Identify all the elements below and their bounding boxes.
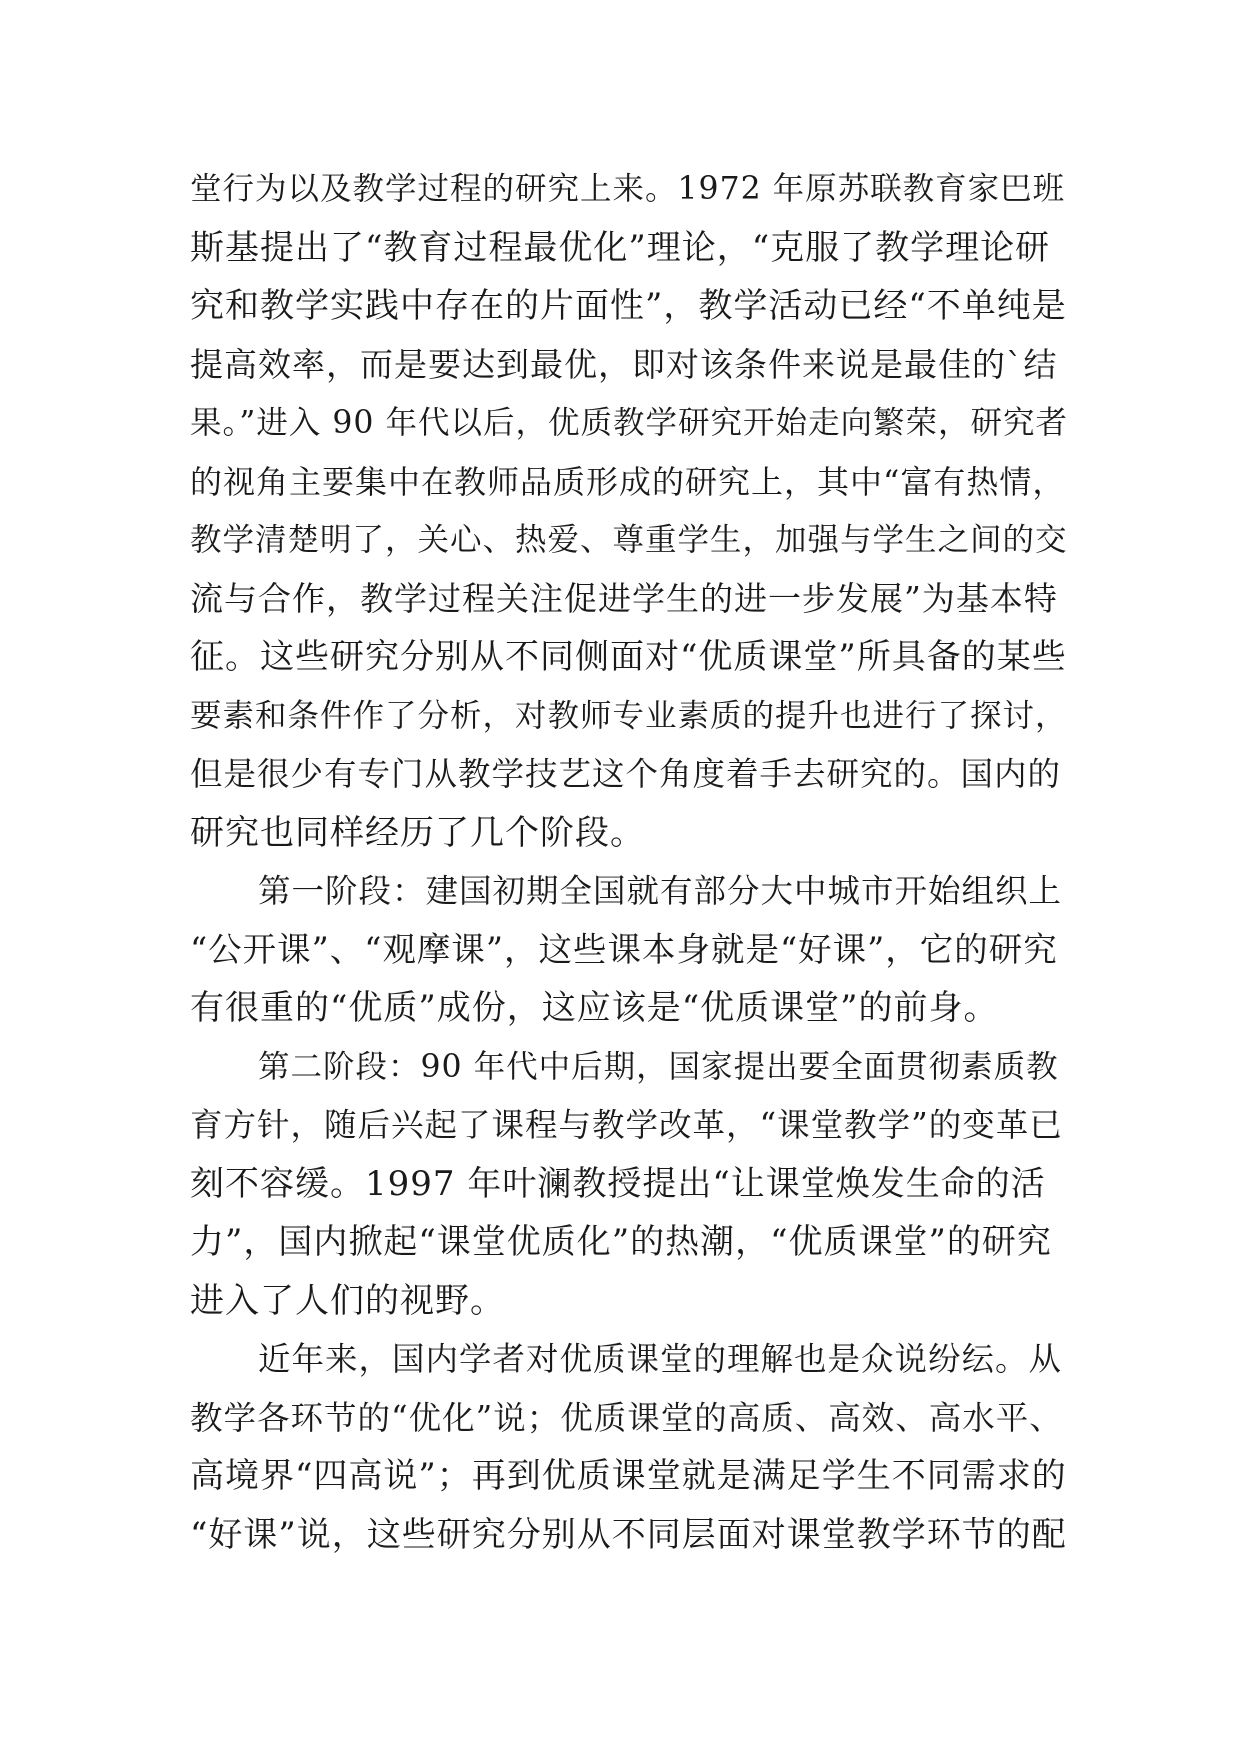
- text-line: “好课”说，这些研究分别从不同层面对课堂教学环节的配: [190, 1514, 1067, 1555]
- text-line: 力”，国内掀起“课堂优质化”的热潮，“优质课堂”的研究: [190, 1222, 1052, 1262]
- text-line: 教学各环节的“优化”说；优质课堂的高质、高效、高水平、: [190, 1398, 1063, 1437]
- text-line: 进入了人们的视野。: [190, 1280, 505, 1321]
- text-line: 近年来，国内学者对优质课堂的理解也是众说纷纭。从: [258, 1340, 1063, 1378]
- text-line: 育方针，随后兴起了课程与教学改革，“课堂教学”的变革已: [190, 1106, 1063, 1144]
- text-line: 第一阶段：建国初期全国就有部分大中城市开始组织上: [258, 872, 1063, 910]
- text-line: 究和教学实践中存在的片面性”，教学活动已经“不单纯是: [190, 286, 1067, 326]
- text-line: 流与合作，教学过程关注促进学生的进一步发展”为基本特: [190, 578, 1058, 618]
- text-line: 斯基提出了“教育过程最优化”理论，“克服了教学理论研: [190, 227, 1051, 268]
- text-line: 要素和条件作了分析，对教师专业素质的提升也进行了探讨，: [190, 697, 1068, 734]
- text-line: 研究也同样经历了几个阶段。: [190, 812, 645, 853]
- text-line: “公开课”、“观摩课”，这些课本身就是“好课”，它的研究: [190, 929, 1058, 969]
- text-line: 果。”进入 90 年代以后，优质教学研究开始走向繁荣，研究者: [190, 405, 1068, 441]
- text-line: 提高效率，而是要达到最优，即对该条件来说是最佳的`结: [190, 344, 1058, 384]
- text-line: 但是很少有专门从教学技艺这个角度着手去研究的。国内的: [190, 755, 1062, 793]
- body-text: [190, 160, 1070, 1564]
- text-line: 有很重的“优质”成份，这应该是“优质课堂”的前身。: [190, 988, 999, 1028]
- text-line: 第二阶段：90 年代中后期，国家提出要全面贯彻素质教: [258, 1048, 1059, 1085]
- text-line: 刻不容缓。1997 年叶澜教授提出“让课堂焕发生命的活: [190, 1163, 1046, 1204]
- text-line: 征。这些研究分别从不同侧面对“优质课堂”所具备的某些: [190, 637, 1067, 677]
- text-line: 堂行为以及教学过程的研究上来。1972 年原苏联教育家巴班: [190, 171, 1066, 207]
- text-line: 教学清楚明了，关心、热爱、尊重学生，加强与学生之间的交: [190, 522, 1068, 558]
- text-line: 高境界“四高说”；再到优质课堂就是满足学生不同需求的: [190, 1456, 1067, 1496]
- text-line: 的视角主要集中在教师品质形成的研究上，其中“富有热情，: [190, 462, 1066, 501]
